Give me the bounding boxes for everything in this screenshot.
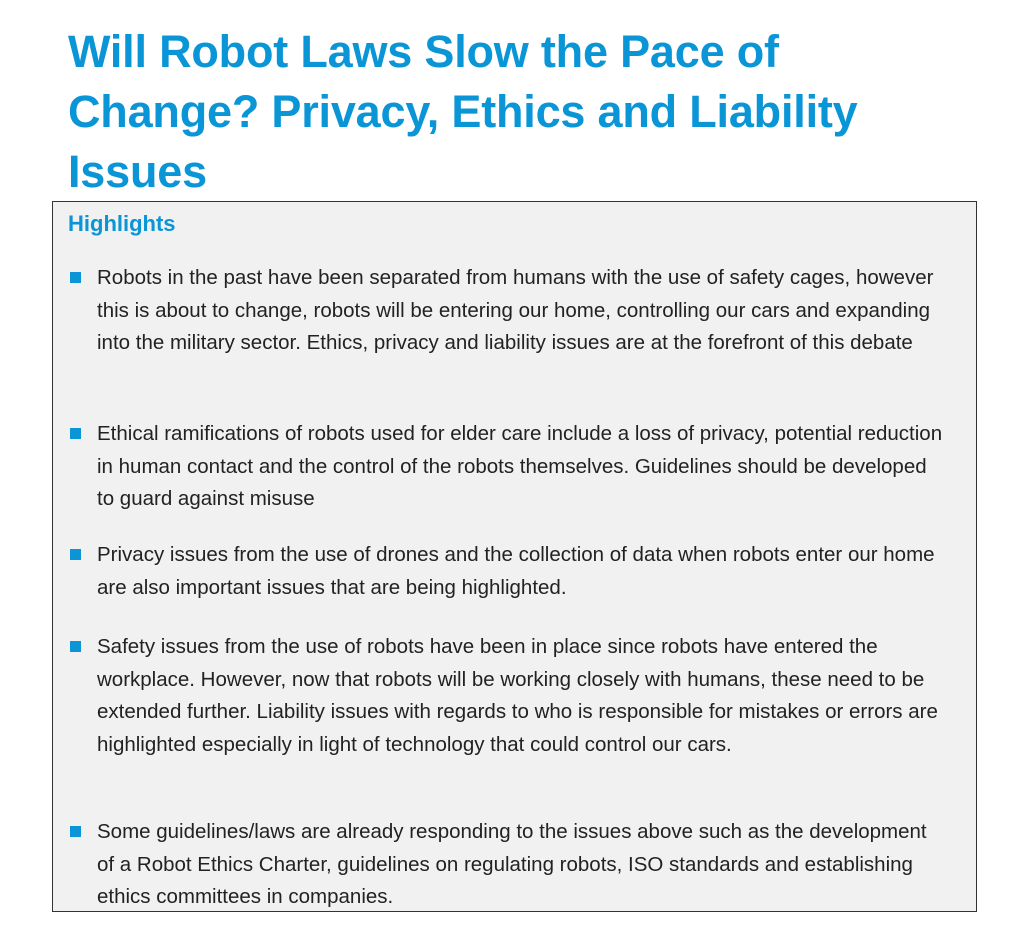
list-item-text: Ethical ramifications of robots used for elder care include a loss of privacy, potential reduction in human contact and the control of the robots themselves. Guidelines should be developed to guard against misuse bbox=[97, 422, 943, 510]
square-bullet-icon bbox=[70, 428, 81, 439]
highlights-list bbox=[53, 202, 976, 911]
highlights-heading: Highlights bbox=[68, 211, 176, 236]
highlights-box bbox=[52, 201, 977, 912]
list-item-text: Privacy issues from the use of drones and the collection of data when robots enter our home are also important issues that are being highlighted. bbox=[97, 543, 935, 599]
list-item-text: Robots in the past have been separated from humans with the use of safety cages, however this is about to change, robots will be entering our home, controlling our cars and expanding into the military sector. Ethics, privacy and liability issues are at the forefront of this debate bbox=[97, 266, 934, 354]
list-item-text: Some guidelines/laws are already responding to the issues above such as the development of a Robot Ethics Charter, guidelines on regulating robots, ISO standards and establishing ethics committees in companies. bbox=[97, 820, 927, 908]
square-bullet-icon bbox=[70, 549, 81, 560]
square-bullet-icon bbox=[70, 641, 81, 652]
page-title: Will Robot Laws Slow the Pace of Change? Privacy, Ethics and Liability Issues bbox=[68, 26, 858, 197]
square-bullet-icon bbox=[70, 826, 81, 837]
list-item-text: Safety issues from the use of robots have been in place since robots have entered the workplace. However, now that robots will be working closely with humans, these need to be extended further. Liability issues with regards to who is responsible for mistakes or errors are highlighted especially in light of technology that could control our cars. bbox=[97, 635, 938, 756]
square-bullet-icon bbox=[70, 272, 81, 283]
